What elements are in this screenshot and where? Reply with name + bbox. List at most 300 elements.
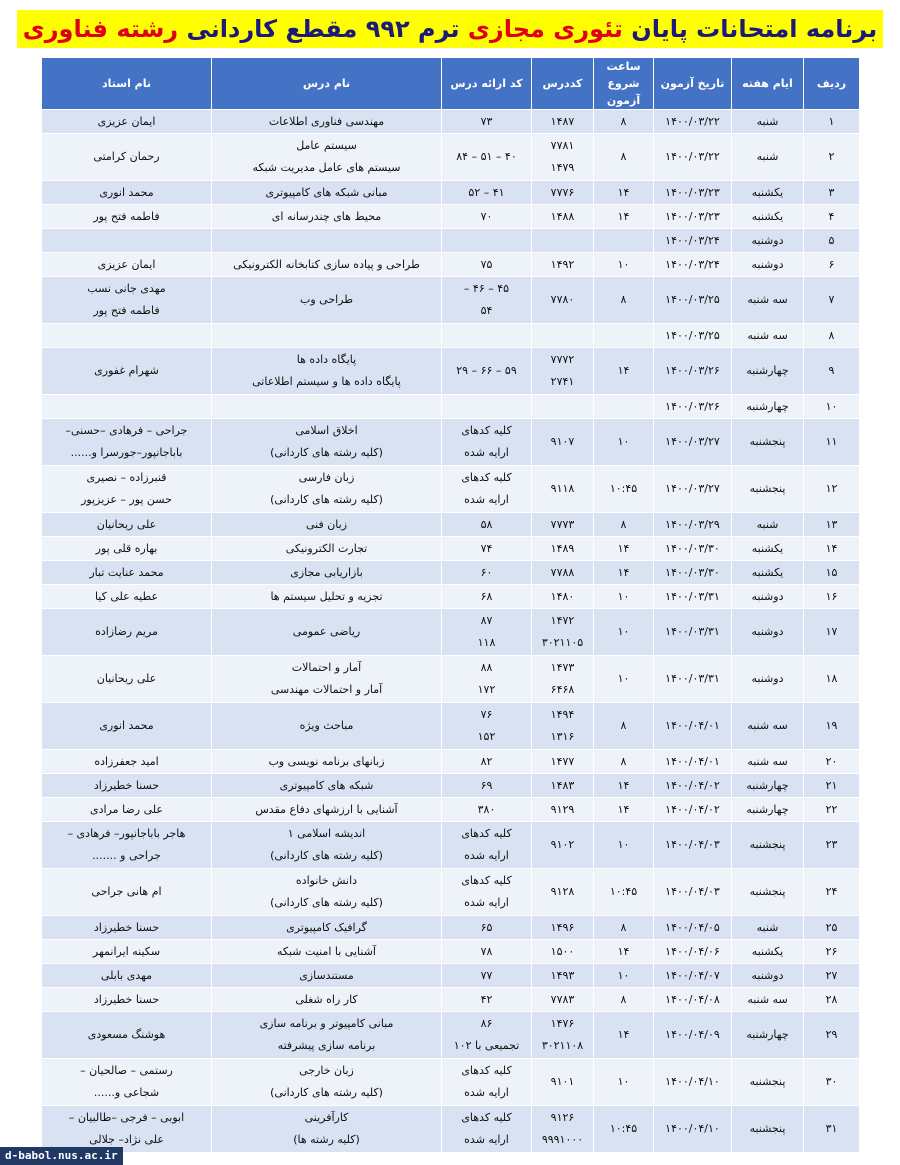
cell-row-number: ۳۰	[804, 1059, 860, 1106]
cell-row-number: ۱۹	[804, 703, 860, 750]
cell-offer-code	[442, 988, 532, 1012]
cell-course-name-line: مهندسی فناوری اطلاعات	[268, 114, 385, 128]
cell-course-code	[532, 1059, 594, 1106]
cell-course-code-line: ۱۴۷۷	[550, 754, 575, 768]
cell-start-time: ۱۰:۴۵	[594, 466, 654, 513]
cell-course-name-line: اندیشه اسلامی ۱	[287, 827, 366, 840]
table-row	[42, 774, 860, 798]
cell-course-code	[532, 916, 594, 940]
cell-teacher	[42, 253, 212, 277]
cell-course-name	[212, 1059, 442, 1106]
cell-date: ۱۴۰۰/۰۳/۲۴	[654, 253, 732, 277]
cell-day: دوشنبه	[732, 656, 804, 703]
cell-row-number: ۸	[804, 324, 860, 348]
cell-course-code	[532, 1012, 594, 1059]
table-row	[42, 229, 860, 253]
cell-course-code	[532, 537, 594, 561]
cell-row-number: ۱۷	[804, 609, 860, 656]
cell-course-code-line: ۹۹۹۱۰۰۰	[541, 1133, 584, 1146]
table-row	[42, 277, 860, 324]
cell-course-name	[212, 1012, 442, 1059]
cell-offer-code-line: ۵۹ – ۶۶ – ۲۹	[456, 364, 517, 377]
cell-course-code	[532, 561, 594, 585]
cell-teacher-line: سکینه ایرانمهر	[92, 944, 161, 958]
cell-day: یکشنبه	[732, 205, 804, 229]
cell-course-name-line: محیط های چندرسانه ای	[271, 209, 382, 223]
cell-row-number: ۱۱	[804, 419, 860, 466]
cell-course-name-line: ریاضی عمومی	[292, 625, 361, 638]
cell-start-time: ۸	[594, 110, 654, 134]
table-row	[42, 585, 860, 609]
table-header-row	[42, 58, 860, 110]
cell-offer-code	[442, 134, 532, 181]
cell-start-time: ۱۴	[594, 181, 654, 205]
cell-date: ۱۴۰۰/۰۳/۳۰	[654, 537, 732, 561]
cell-teacher-line: بهاره قلی پور	[95, 541, 158, 555]
cell-offer-code-line: ۸۲	[480, 754, 493, 768]
cell-course-code-line: ۱۴۹۴	[550, 708, 575, 721]
table-row	[42, 940, 860, 964]
cell-course-name-line: (کلیه رشته ها)	[293, 1133, 360, 1146]
cell-teacher-line: علی ریحانیان	[96, 517, 157, 531]
cell-day: شنبه	[732, 134, 804, 181]
cell-course-name-line: برنامه سازی پیشرفته	[277, 1039, 376, 1052]
cell-day: چهارشنبه	[732, 395, 804, 419]
cell-row-number: ۶	[804, 253, 860, 277]
header-course-code: کددرس	[532, 58, 594, 110]
cell-offer-code-line: ۴۵ – ۴۶ –	[463, 282, 510, 295]
cell-teacher-line: شهرام غفوری	[94, 364, 159, 377]
cell-teacher	[42, 537, 212, 561]
cell-offer-code	[442, 205, 532, 229]
cell-day: دوشنبه	[732, 585, 804, 609]
cell-offer-code	[442, 1012, 532, 1059]
cell-offer-code-line: ۴۲	[480, 992, 493, 1006]
cell-start-time	[594, 229, 654, 253]
cell-start-time: ۱۴	[594, 537, 654, 561]
cell-day: چهارشنبه	[732, 798, 804, 822]
cell-start-time: ۱۰	[594, 1059, 654, 1106]
cell-course-name-line: مباحث ویژه	[299, 719, 354, 732]
cell-date: ۱۴۰۰/۰۴/۰۷	[654, 964, 732, 988]
cell-teacher	[42, 513, 212, 537]
cell-teacher	[42, 609, 212, 656]
cell-day: سه شنبه	[732, 324, 804, 348]
cell-teacher	[42, 964, 212, 988]
cell-offer-code	[442, 419, 532, 466]
cell-teacher-line: فاطمه فتح پور	[93, 209, 160, 223]
cell-course-name	[212, 229, 442, 253]
cell-offer-code-line: ۷۶	[480, 708, 493, 721]
cell-start-time: ۱۰	[594, 656, 654, 703]
table-row	[42, 869, 860, 916]
cell-offer-code	[442, 229, 532, 253]
header-date: تاریخ آزمون	[654, 58, 732, 110]
cell-course-code	[532, 988, 594, 1012]
cell-teacher	[42, 940, 212, 964]
cell-course-code-line: ۱۵۰۰	[550, 944, 575, 958]
cell-course-code-line: ۲۷۴۱	[550, 375, 575, 388]
cell-offer-code-line: کلیه کدهای	[461, 424, 512, 437]
cell-teacher-line: ایمان عزیزی	[97, 257, 156, 271]
cell-teacher	[42, 205, 212, 229]
site-watermark: d-babol.nus.ac.ir	[0, 1147, 123, 1165]
cell-offer-code	[442, 513, 532, 537]
cell-teacher	[42, 798, 212, 822]
cell-offer-code	[442, 1106, 532, 1153]
cell-course-code-line: ۷۷۸۱	[550, 139, 575, 152]
cell-course-name-line: (کلیه رشته های کاردانی)	[270, 896, 383, 909]
cell-course-name-line: مبانی شبکه های کامپیوتری	[265, 185, 388, 199]
cell-course-code-line: ۱۳۱۶	[550, 730, 575, 743]
cell-offer-code-line: ۷۷	[480, 968, 493, 982]
cell-day: شنبه	[732, 513, 804, 537]
cell-course-name-line: سیستم عامل	[296, 139, 357, 152]
cell-date: ۱۴۰۰/۰۳/۲۶	[654, 395, 732, 419]
cell-teacher-line: حسنا خطیرزاد	[93, 778, 160, 792]
cell-row-number: ۲۶	[804, 940, 860, 964]
cell-row-number: ۱۰	[804, 395, 860, 419]
cell-start-time: ۸	[594, 513, 654, 537]
page-title	[17, 10, 884, 48]
cell-offer-code	[442, 940, 532, 964]
cell-course-code	[532, 253, 594, 277]
cell-course-code-line: ۱۴۷۶	[550, 1017, 575, 1030]
cell-course-name-line: زبان فنی	[305, 517, 348, 531]
cell-course-name	[212, 609, 442, 656]
cell-teacher	[42, 466, 212, 513]
cell-date: ۱۴۰۰/۰۳/۲۵	[654, 324, 732, 348]
cell-date: ۱۴۰۰/۰۴/۰۶	[654, 940, 732, 964]
cell-offer-code-line: ۷۳	[480, 114, 493, 128]
cell-offer-code-line: ۵۴	[480, 304, 493, 317]
cell-course-name-line: (کلیه رشته های کاردانی)	[270, 849, 383, 862]
cell-teacher	[42, 110, 212, 134]
cell-row-number: ۲۱	[804, 774, 860, 798]
cell-course-code-line: ۹۱۰۱	[550, 1075, 575, 1088]
cell-course-name-line: (کلیه رشته های کاردانی)	[270, 1086, 383, 1099]
table-row	[42, 656, 860, 703]
cell-teacher-line: جراحی – فرهادی –حسنی–	[65, 424, 188, 437]
cell-course-code	[532, 940, 594, 964]
cell-offer-code-line: ۶۰	[480, 565, 493, 579]
cell-course-code-line: ۳۰۲۱۱۰۵	[541, 636, 584, 649]
table-row	[42, 348, 860, 395]
cell-course-code	[532, 964, 594, 988]
cell-offer-code	[442, 537, 532, 561]
cell-offer-code-line: ۶۹	[480, 778, 493, 792]
cell-offer-code-line: ۸۶	[480, 1017, 493, 1030]
cell-course-code-line: ۹۱۲۶	[550, 1111, 575, 1124]
cell-day: یکشنبه	[732, 940, 804, 964]
cell-day: پنجشنبه	[732, 419, 804, 466]
cell-date: ۱۴۰۰/۰۳/۲۷	[654, 466, 732, 513]
table-row	[42, 324, 860, 348]
cell-course-code-line: ۱۴۸۷	[550, 114, 575, 128]
cell-offer-code	[442, 822, 532, 869]
table-row	[42, 110, 860, 134]
cell-teacher	[42, 774, 212, 798]
cell-row-number: ۲۳	[804, 822, 860, 869]
cell-start-time: ۸	[594, 277, 654, 324]
cell-offer-code-line: کلیه کدهای	[461, 1064, 512, 1077]
cell-course-code	[532, 395, 594, 419]
cell-offer-code	[442, 798, 532, 822]
cell-date: ۱۴۰۰/۰۴/۰۲	[654, 774, 732, 798]
cell-start-time: ۱۴	[594, 798, 654, 822]
cell-course-code-line: ۱۴۷۹	[550, 161, 575, 174]
cell-course-name	[212, 253, 442, 277]
cell-offer-code	[442, 585, 532, 609]
cell-teacher-line: حسنا خطیرزاد	[93, 992, 160, 1006]
table-row	[42, 822, 860, 869]
cell-day: پنجشنبه	[732, 1059, 804, 1106]
cell-course-code-line: ۱۴۸۹	[550, 541, 575, 555]
cell-start-time: ۸	[594, 703, 654, 750]
cell-course-name-line: طراحی و پیاده سازی کتابخانه الکترونیکی	[233, 257, 420, 271]
cell-course-code	[532, 324, 594, 348]
title-banner	[0, 10, 900, 48]
cell-date: ۱۴۰۰/۰۳/۲۵	[654, 277, 732, 324]
cell-offer-code-line: ۷۵	[480, 257, 493, 271]
cell-course-code	[532, 750, 594, 774]
table-row	[42, 798, 860, 822]
cell-offer-code	[442, 277, 532, 324]
cell-start-time: ۱۰:۴۵	[594, 869, 654, 916]
cell-day: سه شنبه	[732, 988, 804, 1012]
cell-course-name-line: پایگاه داده ها	[296, 353, 357, 366]
cell-date: ۱۴۰۰/۰۳/۲۴	[654, 229, 732, 253]
cell-row-number: ۱۸	[804, 656, 860, 703]
cell-row-number: ۲۲	[804, 798, 860, 822]
cell-course-code-line: ۹۱۲۸	[550, 885, 575, 898]
cell-day: یکشنبه	[732, 561, 804, 585]
cell-date: ۱۴۰۰/۰۳/۳۱	[654, 609, 732, 656]
cell-course-code	[532, 466, 594, 513]
cell-teacher	[42, 869, 212, 916]
cell-offer-code	[442, 348, 532, 395]
cell-teacher-line: عطیه علی کیا	[94, 589, 159, 603]
cell-date: ۱۴۰۰/۰۳/۲۹	[654, 513, 732, 537]
cell-course-code	[532, 703, 594, 750]
cell-teacher	[42, 822, 212, 869]
cell-start-time: ۸	[594, 750, 654, 774]
cell-course-code-line: ۳۰۲۱۱۰۸	[541, 1039, 584, 1052]
cell-date: ۱۴۰۰/۰۳/۲۶	[654, 348, 732, 395]
header-teacher: نام استاد	[42, 58, 212, 110]
cell-day: دوشنبه	[732, 253, 804, 277]
cell-course-name	[212, 561, 442, 585]
cell-row-number: ۱	[804, 110, 860, 134]
cell-day: دوشنبه	[732, 964, 804, 988]
cell-course-name	[212, 395, 442, 419]
cell-offer-code-line: ارایه شده	[464, 849, 509, 862]
cell-start-time: ۸	[594, 988, 654, 1012]
cell-teacher	[42, 419, 212, 466]
cell-day: پنجشنبه	[732, 869, 804, 916]
cell-course-name	[212, 703, 442, 750]
cell-course-code	[532, 869, 594, 916]
cell-course-code-line: ۱۴۸۳	[550, 778, 575, 792]
cell-course-code	[532, 110, 594, 134]
cell-teacher	[42, 916, 212, 940]
cell-teacher	[42, 656, 212, 703]
cell-teacher-line: حسنا خطیرزاد	[93, 920, 160, 934]
cell-row-number: ۲۸	[804, 988, 860, 1012]
cell-row-number: ۱۳	[804, 513, 860, 537]
cell-course-name	[212, 585, 442, 609]
table-row	[42, 1012, 860, 1059]
cell-offer-code-line: ۱۱۸	[477, 636, 496, 649]
cell-start-time	[594, 395, 654, 419]
cell-course-code	[532, 822, 594, 869]
cell-teacher	[42, 134, 212, 181]
cell-offer-code-line: ارایه شده	[464, 493, 509, 506]
cell-teacher-line: هاجر باباجانپور– فرهادی –	[67, 827, 186, 840]
cell-row-number: ۱۶	[804, 585, 860, 609]
cell-date: ۱۴۰۰/۰۳/۳۱	[654, 585, 732, 609]
cell-offer-code	[442, 466, 532, 513]
cell-course-name-line: مبانی کامپیوتر و برنامه سازی	[259, 1017, 394, 1030]
cell-course-code	[532, 774, 594, 798]
cell-course-code-line: ۱۴۸۸	[550, 209, 575, 223]
cell-teacher-line: هوشنگ مسعودی	[87, 1028, 166, 1041]
cell-course-name	[212, 1106, 442, 1153]
cell-course-name-line: تجزیه و تحلیل سیستم ها	[270, 589, 383, 603]
cell-offer-code-line: تجمیعی با ۱۰۲	[453, 1039, 520, 1052]
cell-teacher-line: علی ریحانیان	[96, 672, 157, 685]
cell-start-time: ۱۴	[594, 205, 654, 229]
table-row	[42, 703, 860, 750]
cell-course-code-line: ۹۱۲۹	[550, 802, 575, 816]
header-course-name: نام درس	[212, 58, 442, 110]
table-row	[42, 750, 860, 774]
cell-course-code-line: ۹۱۱۸	[550, 482, 575, 495]
cell-row-number: ۲۴	[804, 869, 860, 916]
cell-date: ۱۴۰۰/۰۴/۰۲	[654, 798, 732, 822]
cell-row-number: ۲۰	[804, 750, 860, 774]
cell-teacher	[42, 1059, 212, 1106]
cell-date: ۱۴۰۰/۰۳/۳۰	[654, 561, 732, 585]
cell-teacher-line: مهدی جانی نسب	[87, 282, 166, 295]
cell-course-name	[212, 869, 442, 916]
cell-date: ۱۴۰۰/۰۳/۲۳	[654, 205, 732, 229]
cell-offer-code	[442, 656, 532, 703]
cell-course-name-line: پایگاه داده ها و سیستم اطلاعاتی	[252, 375, 401, 388]
cell-course-name	[212, 324, 442, 348]
cell-course-name	[212, 988, 442, 1012]
cell-date: ۱۴۰۰/۰۴/۰۹	[654, 1012, 732, 1059]
cell-teacher-line: مریم رضازاده	[95, 625, 158, 638]
table-row	[42, 561, 860, 585]
cell-course-code	[532, 609, 594, 656]
cell-course-name-line: دانش خانواده	[295, 874, 358, 887]
cell-course-name-line: کارآفرینی	[304, 1111, 349, 1124]
cell-course-name-line: زبانهای برنامه نویسی وب	[268, 754, 385, 768]
cell-offer-code-line: ۷۴	[480, 541, 493, 555]
cell-day: شنبه	[732, 110, 804, 134]
cell-day: دوشنبه	[732, 609, 804, 656]
cell-row-number: ۲۷	[804, 964, 860, 988]
cell-course-name-line: بازاریابی مجازی	[290, 565, 363, 579]
cell-teacher-line: علی رضا مرادی	[90, 802, 163, 816]
table-row	[42, 513, 860, 537]
table-row	[42, 205, 860, 229]
cell-offer-code	[442, 869, 532, 916]
cell-date: ۱۴۰۰/۰۳/۲۷	[654, 419, 732, 466]
table-body	[42, 110, 860, 1153]
cell-course-code-line: ۱۴۸۰	[550, 589, 575, 603]
cell-start-time: ۱۴	[594, 774, 654, 798]
cell-offer-code-line: ارایه شده	[464, 1133, 509, 1146]
cell-course-name	[212, 656, 442, 703]
cell-course-name-line: اخلاق اسلامی	[295, 424, 358, 437]
cell-offer-code-line: ۴۰ – ۵۱ – ۸۴	[456, 150, 517, 163]
cell-teacher-line: شجاعی و......	[93, 1086, 160, 1099]
cell-row-number: ۹	[804, 348, 860, 395]
cell-offer-code-line: ۸۸	[480, 661, 493, 674]
cell-offer-code	[442, 324, 532, 348]
cell-teacher-line: قنبرزاده – نصیری	[86, 471, 167, 484]
cell-row-number: ۱۲	[804, 466, 860, 513]
cell-start-time: ۱۰	[594, 253, 654, 277]
cell-course-code-line: ۱۴۹۳	[550, 968, 575, 982]
title-part-2: تئوری مجازی	[467, 15, 623, 43]
cell-course-name-line: آمار و احتمالات	[291, 661, 362, 674]
table-row	[42, 419, 860, 466]
cell-start-time: ۱۰	[594, 609, 654, 656]
cell-start-time: ۱۴	[594, 1012, 654, 1059]
cell-offer-code-line: ۱۵۲	[477, 730, 496, 743]
cell-course-code-line: ۶۴۶۸	[550, 683, 575, 696]
cell-day: چهارشنبه	[732, 1012, 804, 1059]
cell-course-name-line: تجارت الکترونیکی	[285, 541, 368, 555]
cell-offer-code-line: کلیه کدهای	[461, 1111, 512, 1124]
cell-teacher	[42, 181, 212, 205]
cell-start-time: ۱۰	[594, 822, 654, 869]
table-row	[42, 181, 860, 205]
cell-offer-code	[442, 774, 532, 798]
cell-course-code-line: ۷۷۸۸	[550, 565, 575, 579]
cell-course-name	[212, 134, 442, 181]
cell-course-code-line: ۱۴۹۶	[550, 920, 575, 934]
header-offer-code: کد ارائه درس	[442, 58, 532, 110]
cell-offer-code	[442, 181, 532, 205]
cell-offer-code-line: ۶۵	[480, 920, 493, 934]
table-row	[42, 609, 860, 656]
cell-course-name	[212, 181, 442, 205]
header-row-number: ردیف	[804, 58, 860, 110]
cell-day: دوشنبه	[732, 229, 804, 253]
cell-start-time: ۱۰:۴۵	[594, 1106, 654, 1153]
cell-course-code	[532, 513, 594, 537]
cell-offer-code-line: ۴۱ – ۵۲	[468, 185, 505, 199]
cell-date: ۱۴۰۰/۰۴/۰۱	[654, 703, 732, 750]
cell-course-code-line: ۹۱۰۷	[550, 435, 575, 448]
table-row	[42, 395, 860, 419]
cell-teacher-line: محمد انوری	[99, 719, 154, 732]
cell-course-code-line: ۱۴۷۲	[550, 614, 575, 627]
cell-offer-code-line: ارایه شده	[464, 446, 509, 459]
cell-date: ۱۴۰۰/۰۴/۰۳	[654, 822, 732, 869]
cell-course-name-line: (کلیه رشته های کاردانی)	[270, 446, 383, 459]
cell-teacher-line: جراحی و .......	[92, 849, 161, 862]
cell-course-code	[532, 348, 594, 395]
cell-day: چهارشنبه	[732, 348, 804, 395]
cell-course-code-line: ۷۷۷۲	[550, 353, 575, 366]
table-row	[42, 466, 860, 513]
cell-start-time: ۱۴	[594, 940, 654, 964]
